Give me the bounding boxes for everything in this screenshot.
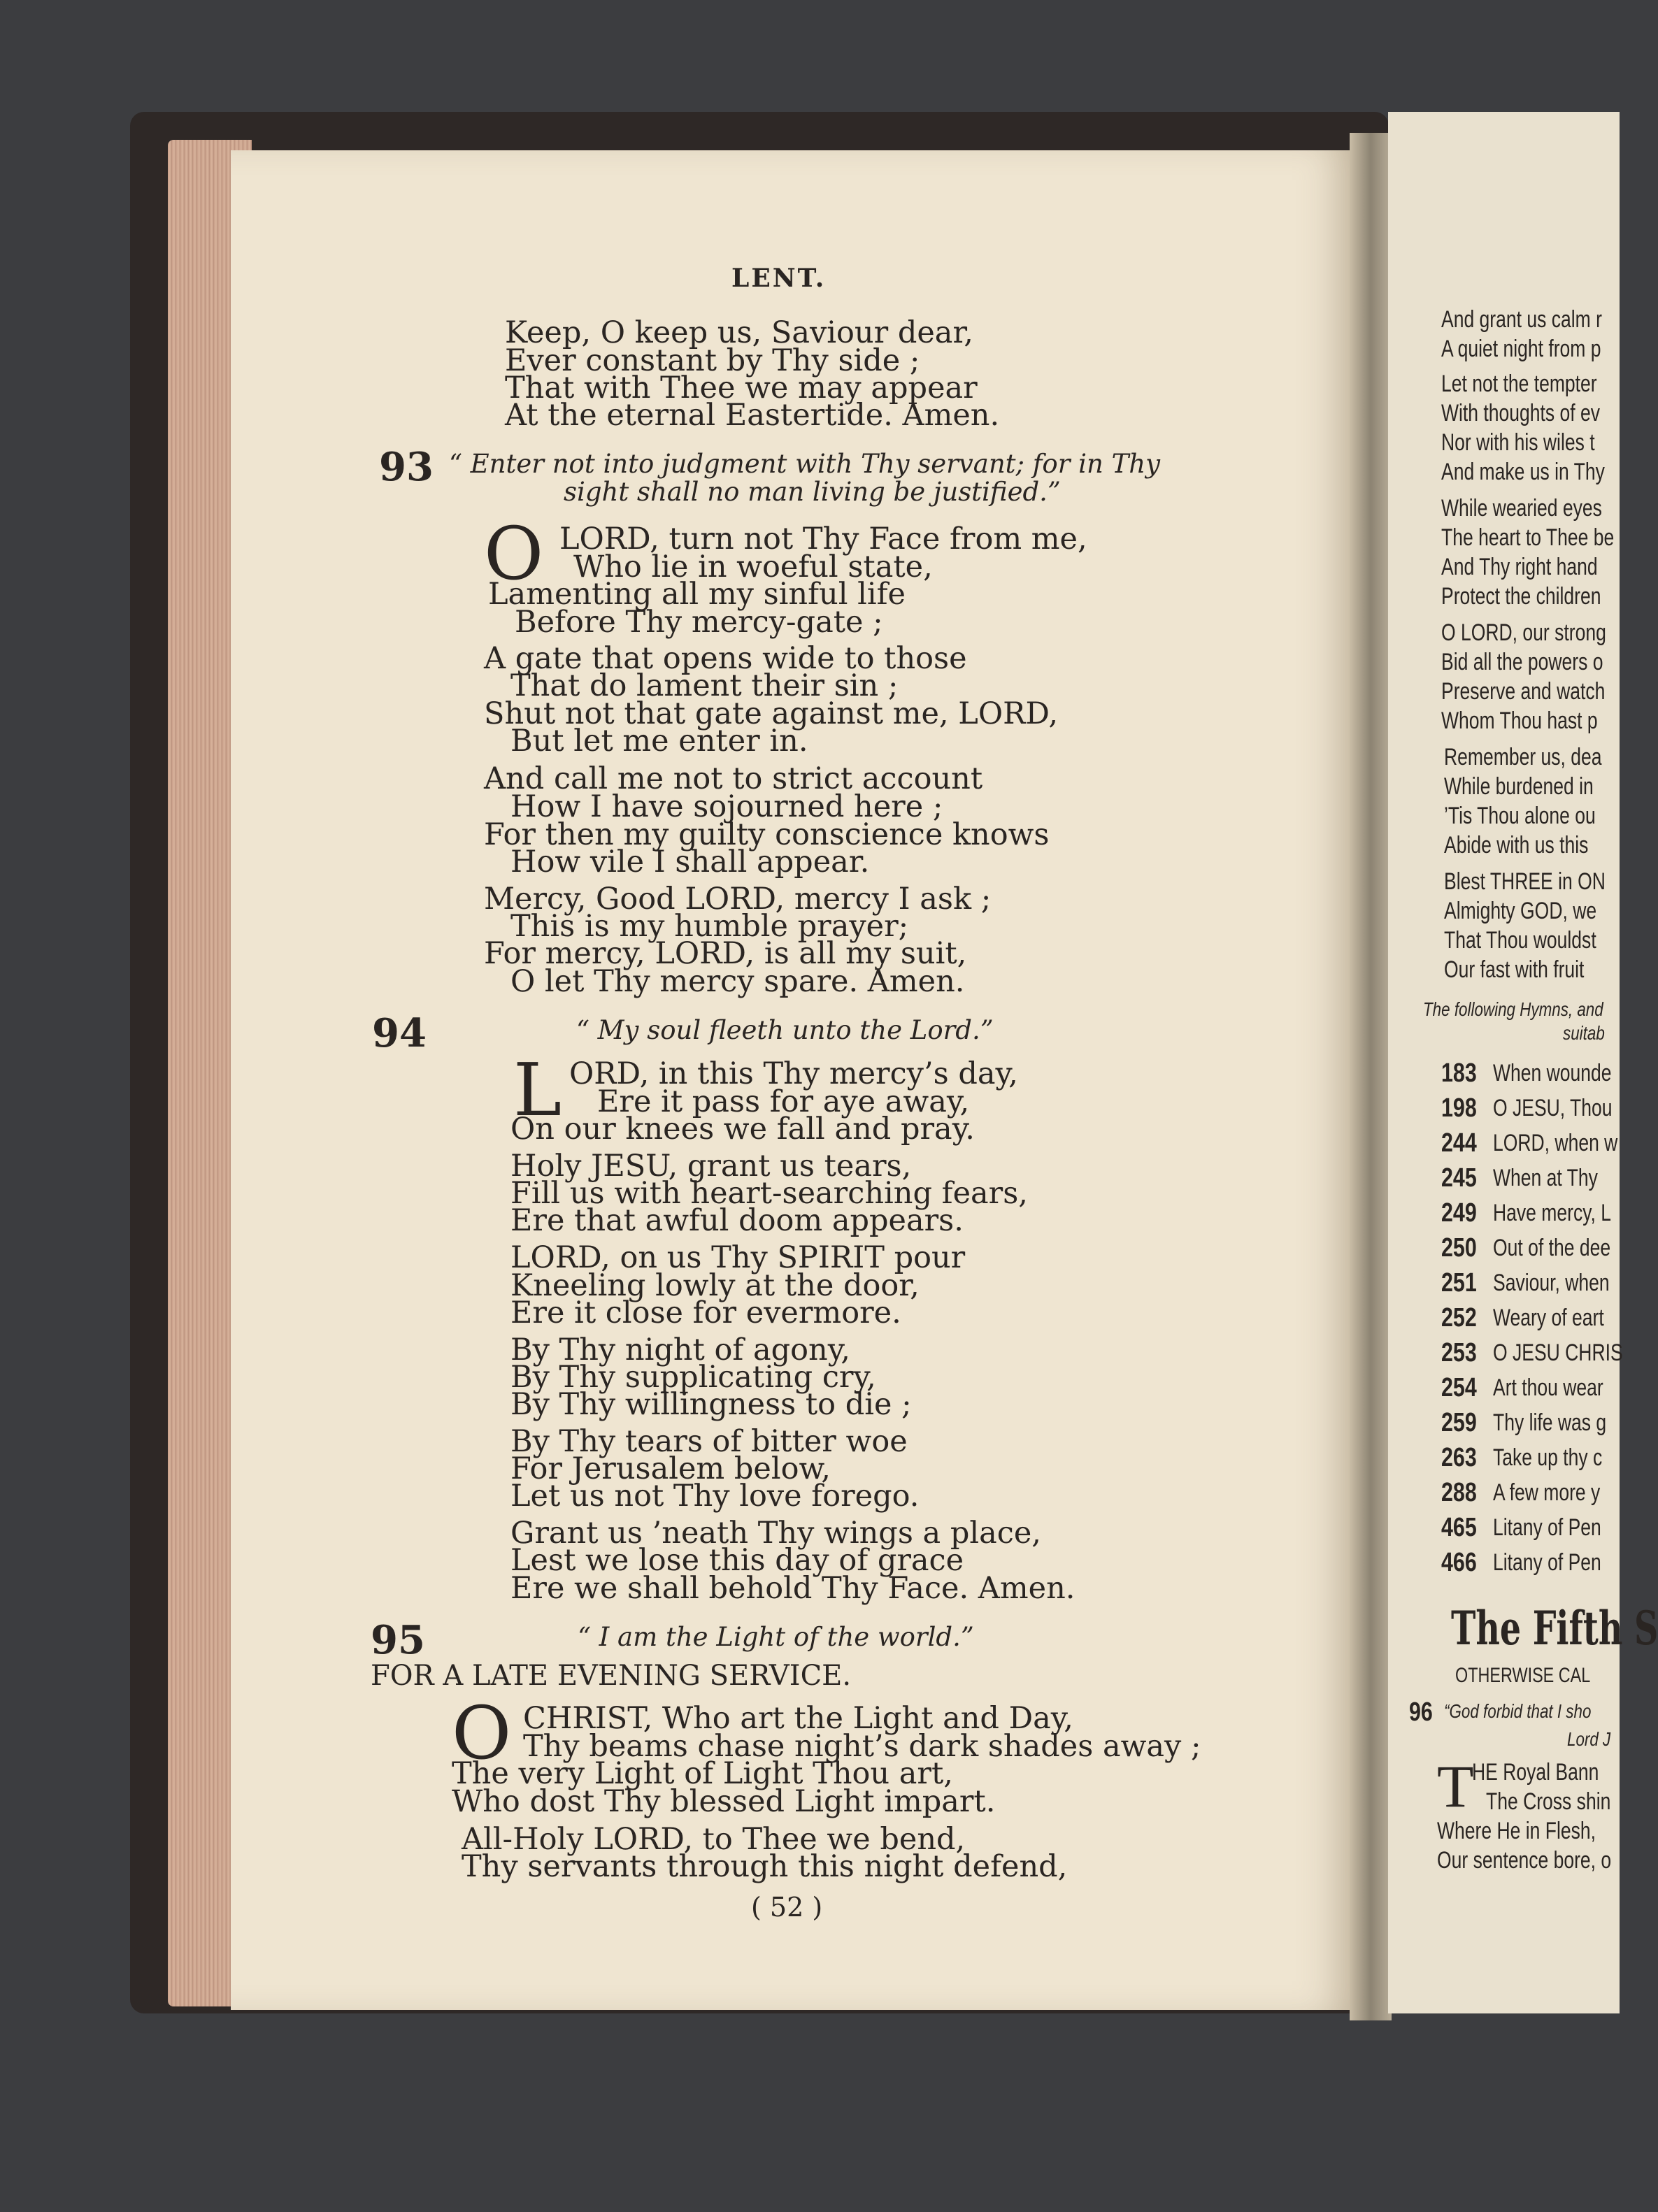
section-subheading: OTHERWISE CAL [1455, 1664, 1591, 1687]
verse-line: By Thy supplicating cry, [510, 1360, 876, 1395]
list-item: Saviour, when [1493, 1270, 1610, 1296]
verse-line: Lamenting all my sinful life [488, 577, 906, 612]
verse-line: Blest THREE in ON [1444, 868, 1606, 895]
verse-line: Shut not that gate against me, LORD, [484, 696, 1059, 731]
section-heading: The Fifth S [1451, 1601, 1658, 1656]
list-number: 198 [1441, 1093, 1477, 1123]
hymn-text: “ My soul fleeth unto the Lord.” [576, 1015, 994, 1045]
list-number: 253 [1441, 1338, 1477, 1367]
verse-line: Remember us, dea [1444, 744, 1602, 770]
verse-line: Let us not Thy love forego. [510, 1479, 920, 1514]
hymn-text: sight shall no man living be justified.” [564, 477, 1061, 507]
list-number: 244 [1441, 1128, 1477, 1158]
verse-line: And make us in Thy [1441, 459, 1605, 485]
verse-line: Keep, O keep us, Saviour dear, [505, 315, 973, 350]
verse-line: CHRIST, Who art the Light and Day, [523, 1701, 1073, 1736]
drop-cap: O [484, 511, 544, 596]
verse-line: That with Thee we may appear [505, 371, 978, 405]
hymn-number: 95 [371, 1617, 425, 1663]
list-number: 250 [1441, 1233, 1477, 1263]
verse-line: Kneeling lowly at the door, [510, 1268, 920, 1303]
verse-line: Before Thy mercy-gate ; [515, 605, 883, 640]
list-item: When at Thy [1493, 1165, 1598, 1191]
hymn-number: 94 [372, 1010, 427, 1056]
verse-line: Protect the children [1441, 583, 1601, 610]
list-item: Out of the dee [1493, 1235, 1611, 1261]
verse-line: Bid all the powers o [1441, 649, 1603, 675]
list-number: 254 [1441, 1373, 1477, 1402]
verse-line: All-Holy LORD, to Thee we bend, [462, 1822, 966, 1857]
hymn-number: 96 [1409, 1697, 1433, 1727]
verse-line: But let me enter in. [510, 724, 808, 759]
verse-line: Mercy, Good LORD, mercy I ask ; [484, 882, 992, 917]
hymn-text: “ I am the Light of the world.” [578, 1622, 974, 1652]
verse-line: Grant us ’neath Thy wings a place, [510, 1516, 1041, 1551]
verse-line: Preserve and watch [1441, 678, 1606, 705]
verse-line: For Jerusalem below, [510, 1451, 831, 1486]
verse-line: The very Light of Light Thou art, [452, 1756, 953, 1791]
verse-line: Thy beams chase night’s dark shades away ; [523, 1729, 1201, 1764]
verse-line: Fill us with heart-searching fears, [510, 1176, 1028, 1211]
verse-line: Ere it close for evermore. [510, 1295, 901, 1330]
list-item: O JESU CHRIS [1493, 1340, 1623, 1366]
list-item: LORD, when w [1493, 1130, 1618, 1156]
verse-line: While burdened in [1444, 773, 1594, 800]
verse-line: LORD, turn not Thy Face from me, [559, 522, 1087, 556]
verse-line: Nor with his wiles t [1441, 429, 1595, 456]
verse-line: Almighty GOD, we [1444, 898, 1597, 924]
verse-line: Ere that awful doom appears. [510, 1203, 964, 1238]
verse-line: Thy servants through this night defend, [462, 1849, 1068, 1884]
verse-line: ’Tis Thou alone ou [1444, 803, 1596, 829]
list-number: 263 [1441, 1443, 1477, 1472]
hymn-text: “God forbid that I sho [1444, 1700, 1592, 1722]
list-item: Litany of Pen [1493, 1514, 1601, 1541]
verse-line: HE Royal Bann [1472, 1759, 1599, 1786]
verse-line: By Thy tears of bitter woe [510, 1424, 908, 1459]
left-page [231, 150, 1350, 2010]
verse-line: And call me not to strict account [484, 761, 983, 796]
verse-line: Our fast with fruit [1444, 956, 1585, 983]
verse-line: And grant us calm r [1441, 306, 1602, 333]
verse-line: Ere we shall behold Thy Face. Amen. [510, 1571, 1075, 1606]
verse-line: The heart to Thee be [1441, 524, 1615, 551]
verse-line: While wearied eyes [1441, 495, 1602, 522]
list-number: 465 [1441, 1513, 1477, 1542]
verse-line: That do lament their sin ; [510, 668, 899, 703]
verse-line: For mercy, LORD, is all my suit, [484, 936, 967, 971]
verse-line: O let Thy mercy spare. Amen. [510, 964, 965, 999]
verse-line: Ever constant by Thy side ; [505, 343, 920, 378]
verse-line: On our knees we fall and pray. [510, 1112, 975, 1147]
verse-line: And Thy right hand [1441, 554, 1598, 580]
list-item: Art thou wear [1493, 1374, 1603, 1401]
verse-line: ORD, in this Thy mercy’s day, [569, 1056, 1018, 1091]
right-page [1388, 112, 1658, 2013]
list-number: 251 [1441, 1268, 1477, 1298]
list-item: Have mercy, L [1493, 1200, 1611, 1226]
drop-cap: T [1437, 1753, 1474, 1820]
book-gutter [1350, 133, 1392, 2020]
verse-line: Who lie in woeful state, [573, 550, 933, 584]
verse-line: This is my humble prayer; [510, 909, 909, 944]
page-number: ( 52 ) [751, 1892, 823, 1923]
verse-line: At the eternal Eastertide. Amen. [505, 398, 1000, 433]
verse-line: O LORD, our strong [1441, 619, 1606, 646]
hymn-text: “ Enter not into judgment with Thy servant; for in Thy [449, 449, 1160, 479]
verse-line: With thoughts of ev [1441, 400, 1601, 426]
list-number: 245 [1441, 1163, 1477, 1193]
list-item: Weary of eart [1493, 1305, 1604, 1331]
list-item: When wounde [1493, 1060, 1612, 1086]
hymn-subtitle: FOR A LATE EVENING SERVICE. [371, 1660, 852, 1692]
list-number: 249 [1441, 1198, 1477, 1228]
drop-cap: L [513, 1047, 562, 1133]
verse-line: Ere it pass for aye away, [597, 1084, 970, 1119]
verse-line: Holy JESU, grant us tears, [510, 1149, 912, 1184]
verse-line: LORD, on us Thy SPIRIT pour [510, 1240, 966, 1275]
verse-line: Lest we lose this day of grace [510, 1543, 964, 1578]
verse-line: Whom Thou hast p [1441, 708, 1598, 734]
verse-line: Where He in Flesh, [1437, 1818, 1596, 1844]
running-header: LENT. [731, 264, 827, 293]
verse-line: By Thy willingness to die ; [510, 1387, 912, 1422]
verse-line: By Thy night of agony, [510, 1333, 850, 1367]
list-number: 183 [1441, 1058, 1477, 1088]
list-item: Take up thy c [1493, 1444, 1603, 1471]
list-item: Litany of Pen [1493, 1549, 1601, 1576]
verse-line: How vile I shall appear. [510, 845, 870, 879]
note-text: The following Hymns, and [1423, 998, 1603, 1020]
note-text: suitab [1563, 1022, 1605, 1044]
verse-line: Who dost Thy blessed Light impart. [452, 1784, 996, 1819]
list-number: 259 [1441, 1408, 1477, 1437]
list-number: 252 [1441, 1303, 1477, 1333]
verse-line: That Thou wouldst [1444, 927, 1596, 954]
verse-line: The Cross shin [1486, 1788, 1611, 1815]
verse-line: Abide with us this [1444, 832, 1589, 859]
verse-line: Our sentence bore, o [1437, 1847, 1612, 1874]
hymn-number: 93 [379, 444, 434, 490]
list-item: Thy life was g [1493, 1409, 1607, 1436]
list-number: 288 [1441, 1478, 1477, 1507]
verse-line: Let not the tempter [1441, 371, 1597, 397]
verse-line: For then my guilty conscience knows [484, 817, 1050, 852]
verse-line: How I have sojourned here ; [510, 789, 943, 824]
hymn-text: Lord J [1567, 1728, 1611, 1750]
verse-line: A quiet night from p [1441, 336, 1601, 362]
list-number: 466 [1441, 1548, 1477, 1577]
list-item: O JESU, Thou [1493, 1095, 1613, 1121]
drop-cap: O [452, 1690, 512, 1776]
list-item: A few more y [1493, 1479, 1601, 1506]
verse-line: A gate that opens wide to those [484, 641, 967, 676]
